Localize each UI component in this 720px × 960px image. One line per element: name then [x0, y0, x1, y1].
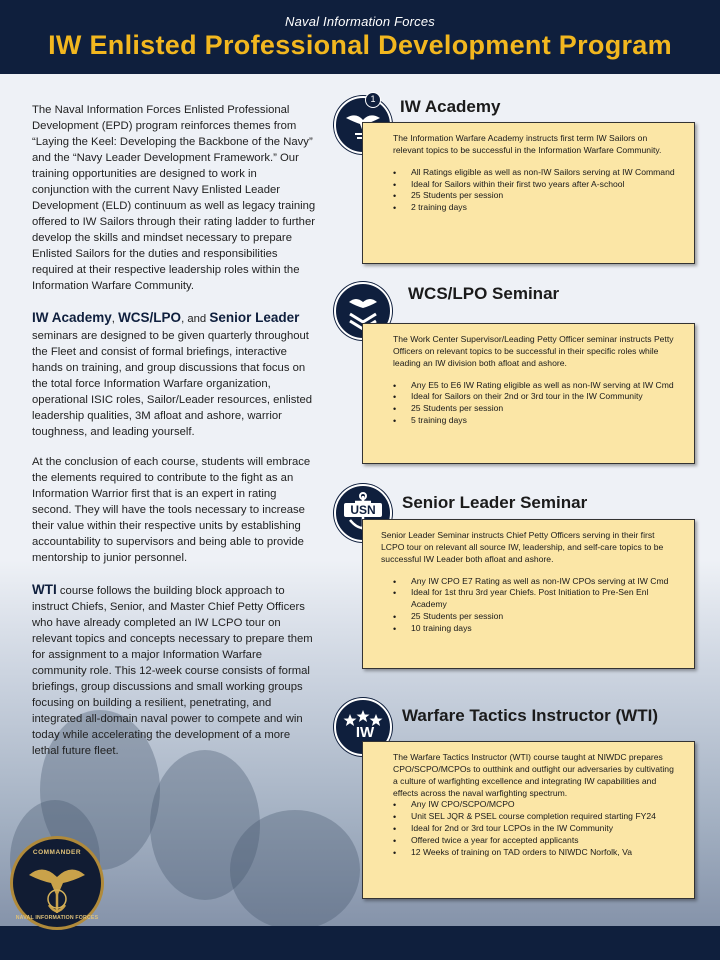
wcs-lpo-description: The Work Center Supervisor/Leading Petty Officer seminar instructs Petty Officers on relevant topics to be successful in their specific roles while leading an IW division both afloat and ashore.	[393, 334, 674, 368]
seminar-name: IW Academy	[32, 310, 112, 326]
senior-leader-bullets	[393, 576, 680, 635]
page-title: IW Enlisted Professional Development Program	[48, 30, 672, 60]
list-item: • Unit SEL JQR & PSEL course completion required starting FY24	[393, 811, 680, 823]
intro-paragraph: The Naval Information Forces Enlisted Professional Development (EPD) program reinforces themes from “Laying the Keel: Developing the Backbone of the Navy” and the “Navy Leader Development Framework.” Our training opportunities are designed to work in conjunction with the current Navy Enlisted Leader Development (ELD) continuum as well as legacy training offered to IW Sailors through their rating ladder to further develop the skills and mindset necessary to prepare Enlisted Sailors for the duties and responsibilities required at their respective leadership roles within the Information Warfare Community.	[32, 104, 316, 293]
list-item: • Ideal for Sailors within their first two years after A-school	[393, 179, 680, 191]
list-item: • Any IW CPO/SCPO/MCPO	[393, 799, 680, 811]
list-item: • Ideal for 1st thru 3rd year Chiefs. Post Initiation to Pre-Sen Enl Academy	[393, 587, 680, 611]
wti-title: Warfare Tactics Instructor (WTI)	[402, 706, 658, 725]
list-item: • 2 training days	[393, 202, 680, 214]
senior-leader-title: Senior Leader Seminar	[402, 493, 588, 512]
list-item: • Ideal for Sailors on their 2nd or 3rd tour in the IW Community	[393, 391, 680, 403]
list-item: • 10 training days	[393, 623, 680, 635]
list-item: • 25 Students per session	[393, 190, 680, 202]
page-header	[0, 0, 720, 74]
wcs-lpo-box	[362, 323, 695, 464]
wti-description: course follows the building block approach to instruct Chiefs, Senior, and Master Chief Petty Officers who have already completed an IW LCPO tour on relevant topics and concepts necessary to prepare them for assignment to a major Information Warfare community role. This 12-week course consists of formal briefings, group discussions and small working groups focusing on building a resilient, penetrating, and integrated all-domain naval power to compete and win today while accelerating the development of a more lethal future fleet.	[32, 584, 313, 758]
list-item: • Any E5 to E6 IW Rating eligible as well as non-IW serving at IW Cmd	[393, 380, 680, 392]
list-item: • 25 Students per session	[393, 611, 680, 623]
list-item: • 5 training days	[393, 415, 680, 427]
eagle-anchor-icon	[13, 839, 101, 927]
usn-label: USN	[344, 503, 382, 517]
list-item: • Any IW CPO E7 Rating as well as non-IW CPOs serving at IW Cmd	[393, 576, 680, 588]
seal-top-text: COMMANDER	[32, 849, 82, 856]
iw-academy-description: The Information Warfare Academy instructs first term IW Sailors on relevant topics to be successful in the Information Warfare Community.	[393, 133, 662, 155]
seminar-name: Senior Leader	[209, 310, 300, 326]
conclusion-paragraph: At the conclusion of each course, students will embrace the elements required to contribute to the fight as an Information Warrior first that is an expert in rating second. They will have the tools necessary to increase their value within their respective units by establishing accountability to supervisors and being able to provide mentorship to junior personnel.	[32, 455, 311, 564]
list-item: • Offered twice a year for accepted applicants	[393, 835, 680, 847]
iw-label: IW	[355, 724, 375, 741]
wti-name: WTI	[32, 581, 57, 597]
seal-bottom-text: NAVAL INFORMATION FORCES	[15, 915, 99, 921]
seminars-paragraph	[32, 308, 317, 439]
seminars-description: seminars are designed to be given quarterly throughout the Fleet and consist of formal briefings, interactive hands on training, and group discussions that focus on the total force Information Warfare organization, operational ISIC roles, Sailor/Leader resources, enlisted leadership qualities, 3M afloat and ashore, warrior toughness, and leading yourself.	[32, 329, 313, 438]
iw-academy-bullets	[393, 167, 680, 214]
seminar-name: WCS/LPO	[118, 310, 182, 326]
page-footer	[0, 926, 720, 960]
wcs-lpo-bullets	[393, 380, 680, 427]
wcs-lpo-title: WCS/LPO Seminar	[408, 284, 560, 303]
list-item: • 12 Weeks of training on TAD orders to NIWDC Norfolk, Va	[393, 847, 680, 859]
header-supertitle: Naval Information Forces	[284, 14, 436, 29]
academy-number: 1	[370, 94, 376, 104]
iw-academy-box	[362, 122, 695, 264]
intro-column	[32, 102, 317, 773]
wti-description: The Warfare Tactics Instructor (WTI) course taught at NIWDC prepares CPO/SCPO/MCPOs to outthink and outfight our adversaries by cultivating a culture of warfighting excellence and integrating IW capabilities and effects across the naval warfighting spectrum.	[393, 752, 674, 798]
senior-leader-description: Senior Leader Seminar instructs Chief Petty Officers serving in their first LCPO tour on relevant all source IW, leadership, and self-care topics to be successful IW Leader both afloat and ashore.	[381, 530, 664, 564]
commander-seal	[10, 836, 104, 930]
wti-bullets	[393, 799, 680, 858]
iw-academy-title: IW Academy	[400, 97, 501, 116]
wti-paragraph	[32, 580, 317, 759]
seminar-separator: , and	[181, 313, 210, 326]
wti-box	[362, 741, 695, 899]
list-item: • 25 Students per session	[393, 403, 680, 415]
seminar-separator: ,	[111, 313, 119, 326]
list-item: • Ideal for 2nd or 3rd tour LCPOs in the IW Community	[393, 823, 680, 835]
list-item: • All Ratings eligible as well as non-IW Sailors serving at IW Command	[393, 167, 680, 179]
senior-leader-box	[362, 519, 695, 669]
academy-number-badge	[365, 92, 381, 108]
